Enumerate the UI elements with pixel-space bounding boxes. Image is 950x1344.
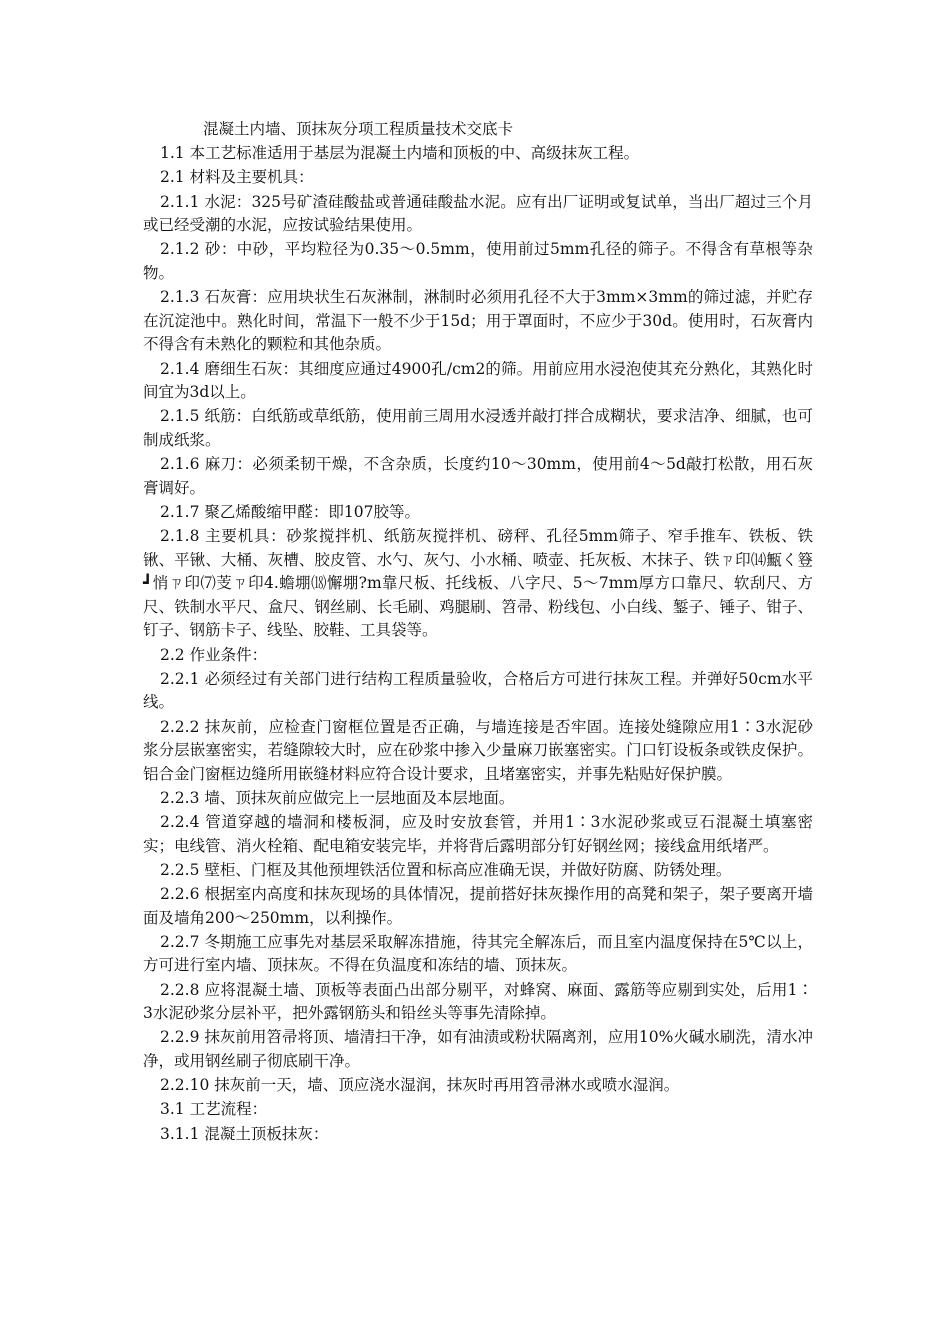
paragraph-2-1-6: 2.1.6 麻刀：必须柔韧干燥，不含杂质，长度约10～30mm，使用前4～5d敲打松散，用石灰膏调好。 bbox=[143, 455, 813, 497]
paragraph-2-2-10: 2.2.10 抹灰前一天，墙、顶应浇水湿润，抹灰时再用笤帚淋水或喷水湿润。 bbox=[160, 1076, 680, 1095]
paragraph-2-2-6: 2.2.6 根据室内高度和抹灰现场的具体情况，提前搭好抹灰操作用的高凳和架子，架子要离开墙面及墙角200～250mm，以利操作。 bbox=[143, 885, 813, 927]
document-title: 混凝土内墙、顶抹灰分项工程质量技术交底卡 bbox=[203, 120, 514, 138]
paragraph-2-2-1: 2.2.1 必须经过有关部门进行结构工程质量验收，合格后方可进行抹灰工程。并弹好50cm水平线。 bbox=[143, 669, 813, 712]
paragraph-2-1-8: 2.1.8 主要机具：砂浆搅拌机、纸筋灰搅拌机、磅秤、孔径5mm筛子、窄手推车、铁板、铁锹、平锹、大桶、灰槽、胶皮管、水勺、灰勺、小水桶、喷壶、托灰板、木抹子、铁ㄗ印⒁甒く簦┛悄ㄗ印⑺芰ㄗ印4.蟾堋⒅懈堋?m靠尺板、托线板、八字尺、5～7mm厚方口靠尺、软刮尺、方尺、铁制水平尺、盒尺、钢丝刷、长毛刷、鸡腿刷、笤帚、粉线包、小白线、錾子、锤子、钳子、钉子、钢筋卡子、线坠、胶鞋、工具袋等。 bbox=[143, 527, 813, 640]
paragraph-2-2-5: 2.2.5 壁柜、门框及其他预埋铁活位置和标高应准确无误，并做好防腐、防锈处理。 bbox=[160, 860, 732, 879]
paragraph-2-2-2: 2.2.2 抹灰前，应检查门窗框位置是否正确，与墙连接是否牢固。连接处缝隙应用1∶3水泥砂浆分层嵌塞密实，若缝隙较大时，应在砂浆中掺入少量麻刀嵌塞密实。门口钉设板条或铁皮保护。铝合金门窗框边缝所用嵌缝材料应符合设计要求，且堵塞密实，并事先粘贴好保护膜。 bbox=[143, 717, 813, 783]
paragraph-2-2-3: 2.2.3 墙、顶抹灰前应做完上一层地面及本层地面。 bbox=[160, 788, 515, 807]
paragraph-3-1: 3.1 工艺流程： bbox=[160, 1100, 268, 1119]
paragraph-2-2-7: 2.2.7 冬期施工应事先对基层采取解冻措施，待其完全解冻后，而且室内温度保持在5℃以上，方可进行室内墙、顶抹灰。不得在负温度和冻结的墙、顶抹灰。 bbox=[143, 932, 813, 975]
paragraph-2-2-8: 2.2.8 应将混凝土墙、顶板等表面凸出部分剔平，对蜂窝、麻面、露筋等应剔到实处，后用1∶3水泥砂浆分层补平，把外露钢筋头和铅丝头等事先清除掉。 bbox=[143, 980, 813, 1023]
paragraph-2-2: 2.2 作业条件： bbox=[160, 645, 268, 664]
paragraph-2-1: 2.1 材料及主要机具： bbox=[160, 168, 314, 187]
paragraph-2-1-7: 2.1.7 聚乙烯酸缩甲醛：即107胶等。 bbox=[160, 502, 420, 521]
document-body bbox=[143, 118, 813, 1147]
paragraph-3-1-1: 3.1.1 混凝土顶板抹灰： bbox=[160, 1124, 329, 1143]
paragraph-2-1-2: 2.1.2 砂：中砂，平均粒径为0.35～0.5mm，使用前过5mm孔径的筛子。不得含有草根等杂物。 bbox=[143, 240, 813, 282]
paragraph-1-1: 1.1 本工艺标准适用于基层为混凝土内墙和顶板的中、高级抹灰工程。 bbox=[160, 144, 640, 163]
paragraph-2-2-4: 2.2.4 管道穿越的墙洞和楼板洞，应及时安放套管，并用1∶3水泥砂浆或豆石混凝土填塞密实；电线管、消火栓箱、配电箱安装完毕，并将背后露明部分钉好钢丝网；接线盒用纸堵严。 bbox=[143, 813, 813, 855]
paragraph-2-1-1: 2.1.1 水泥：325号矿渣硅酸盐或普通硅酸盐水泥。应有出厂证明或复试单，当出厂超过三个月或已经受潮的水泥，应按试验结果使用。 bbox=[143, 192, 813, 235]
paragraph-2-1-4: 2.1.4 磨细生石灰：其细度应通过4900孔/cm2的筛。用前应用水浸泡使其充分熟化，其熟化时间宜为3d以上。 bbox=[143, 359, 813, 402]
paragraph-2-1-3: 2.1.3 石灰膏：应用块状生石灰淋制，淋制时必须用孔径不大于3mm×3mm的筛过滤，并贮存在沉淀池中。熟化时间，常温下一般不少于15d；用于罩面时，不应少于30d。使用时，石灰膏内不得含有未熟化的颗粒和其他杂质。 bbox=[143, 288, 813, 354]
paragraph-2-1-5: 2.1.5 纸筋：白纸筋或草纸筋，使用前三周用水浸透并敲打拌合成糊状，要求洁净、细腻，也可制成纸浆。 bbox=[143, 407, 813, 449]
paragraph-2-2-9: 2.2.9 抹灰前用笤帚将顶、墙清扫干净，如有油渍或粉状隔离剂，应用10%火碱水刷洗，清水冲净，或用钢丝刷子彻底刷干净。 bbox=[143, 1028, 813, 1071]
